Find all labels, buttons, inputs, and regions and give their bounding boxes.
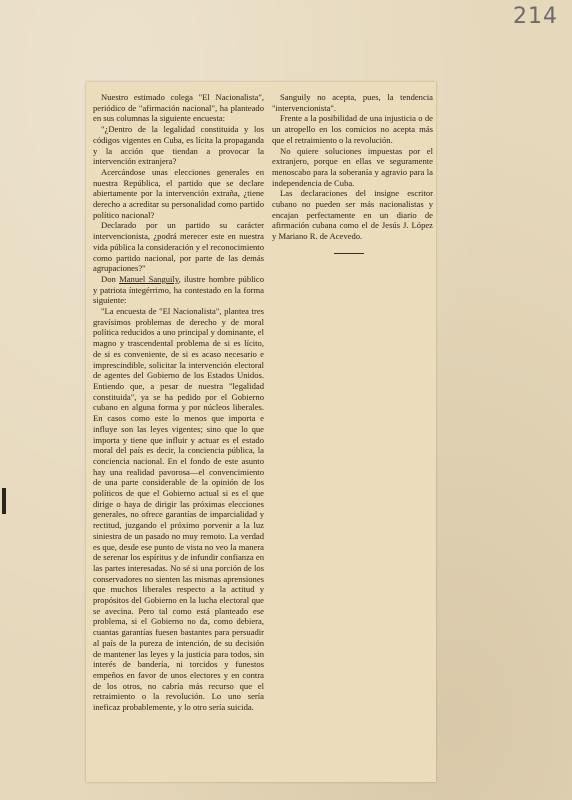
sanguily-intro (93, 274, 264, 306)
article-paragraph: Nuestro estimado colega "El Nacionalista", periódico de "afirmación nacional", ha planteado en sus columnas la siguiente encuesta: (93, 92, 264, 124)
article-paragraph: No quiere soluciones impuestas por el extranjero, porque en ellas ve seguramente menoscabo para la soberanía y agravio para la independencia de Cuba. (272, 145, 433, 188)
folio-number: 214 (513, 4, 558, 29)
intro-suffix: , ilustre hombre público y patriota íntegérrimo, ha contestado en la forma siguiente: (93, 273, 264, 306)
article-paragraph: Sanguily no acepta, pues, la tendencia "intervencionista". (272, 92, 433, 113)
article-paragraph: Las declaraciones del insigne escritor cubano no pueden ser más nacionalistas y encajan perfectamente en un diario de afirmación cubana como el de Jesús J. López y Mariano R. de Acevedo. (272, 188, 433, 242)
sanguily-name: Manuel Sanguily (119, 273, 179, 284)
intro-prefix: Don (101, 273, 120, 284)
article-right-column (272, 92, 433, 242)
article-paragraph: Acercándose unas elecciones generales en nuestra República, el partido que se declare abiertamente por la intervención extraña, ¿tiene derecho a acreditar su personalidad como partido político nacional? (93, 166, 264, 220)
article-end-rule (334, 253, 364, 254)
sanguily-quote: "La encuesta de "El Nacionalista", plantea tres gravísimos problemas de derecho y de moral política reducidos a uno principal y dominante, el magno y trascendental problema de si es lícito, de si es conveniente, de si es acaso necesario e imprescindible, solicitar la intervención electoral de agentes del Gobierno de los Estados Unidos. Entiendo que, a pesar de nuestra "legalidad constituida", ya se ha pedido por el Gobierno cubano en alguna forma y por núcleos liberales. En casos como este lo menos que importa e influye son las leyes vigentes; sino que lo que importa y tiene que influir y actuar es el estado moral del país es decir, la conciencia pública, la conciencia nacional. En el fondo de este asunto hay una realidad pavorosa—el convencimiento de una parte considerable de la opinión de los políticos de que el Gobierno actual si es el que dirige o haya de dirigir las próximas elecciones generales, no ofrece garantías de imparcialidad y rectitud, juzgando el próximo porvenir a la luz siniestra de un pasado no muy remoto. La verdad es que, desde ese punto de vista no veo la manera de serenar los espíritus y de infundir confianza en las partes interesadas. No sé si una porción de los conservadores no sienten las mismas aprensiones que muchos liberales respecto a la actitud y propósitos del Gobierno en la lucha electoral que se avecina. Pero tal como está planteado ese problema, si el Gobierno no da, como debiera, cuantas garantías fuesen bastantes para persuadir al país de la pureza de intención, de su decisión de mantener las leyes y la justicia para todos, sin interés de bandería, ni torcidos y funestos empeños en favor de unos electores y en contra de los otros, no cabría más recurso que el retraimiento o la revolución. Lo uno sería ineficaz probablemente, y lo otro sería suicida. (93, 306, 264, 713)
article-paragraph: "¿Dentro de la legalidad constituida y los códigos vigentes en Cuba, es lícita la propaganda y la acción que tiendan a provocar la intervención extranjera? (93, 124, 264, 167)
edge-mark (2, 488, 6, 514)
article-left-column (93, 92, 264, 713)
article-paragraph: Declarado por un partido su carácter intervencionista, ¿podrá merecer este en nuestra vida pública la consideración y el reconocimiento como partido nacional, por parte de las demás agrupaciones?" (93, 220, 264, 274)
article-paragraph: Frente a la posibilidad de una injusticia o de un atropello en los comicios no acepta más que el retraimiento o la revolución. (272, 113, 433, 145)
